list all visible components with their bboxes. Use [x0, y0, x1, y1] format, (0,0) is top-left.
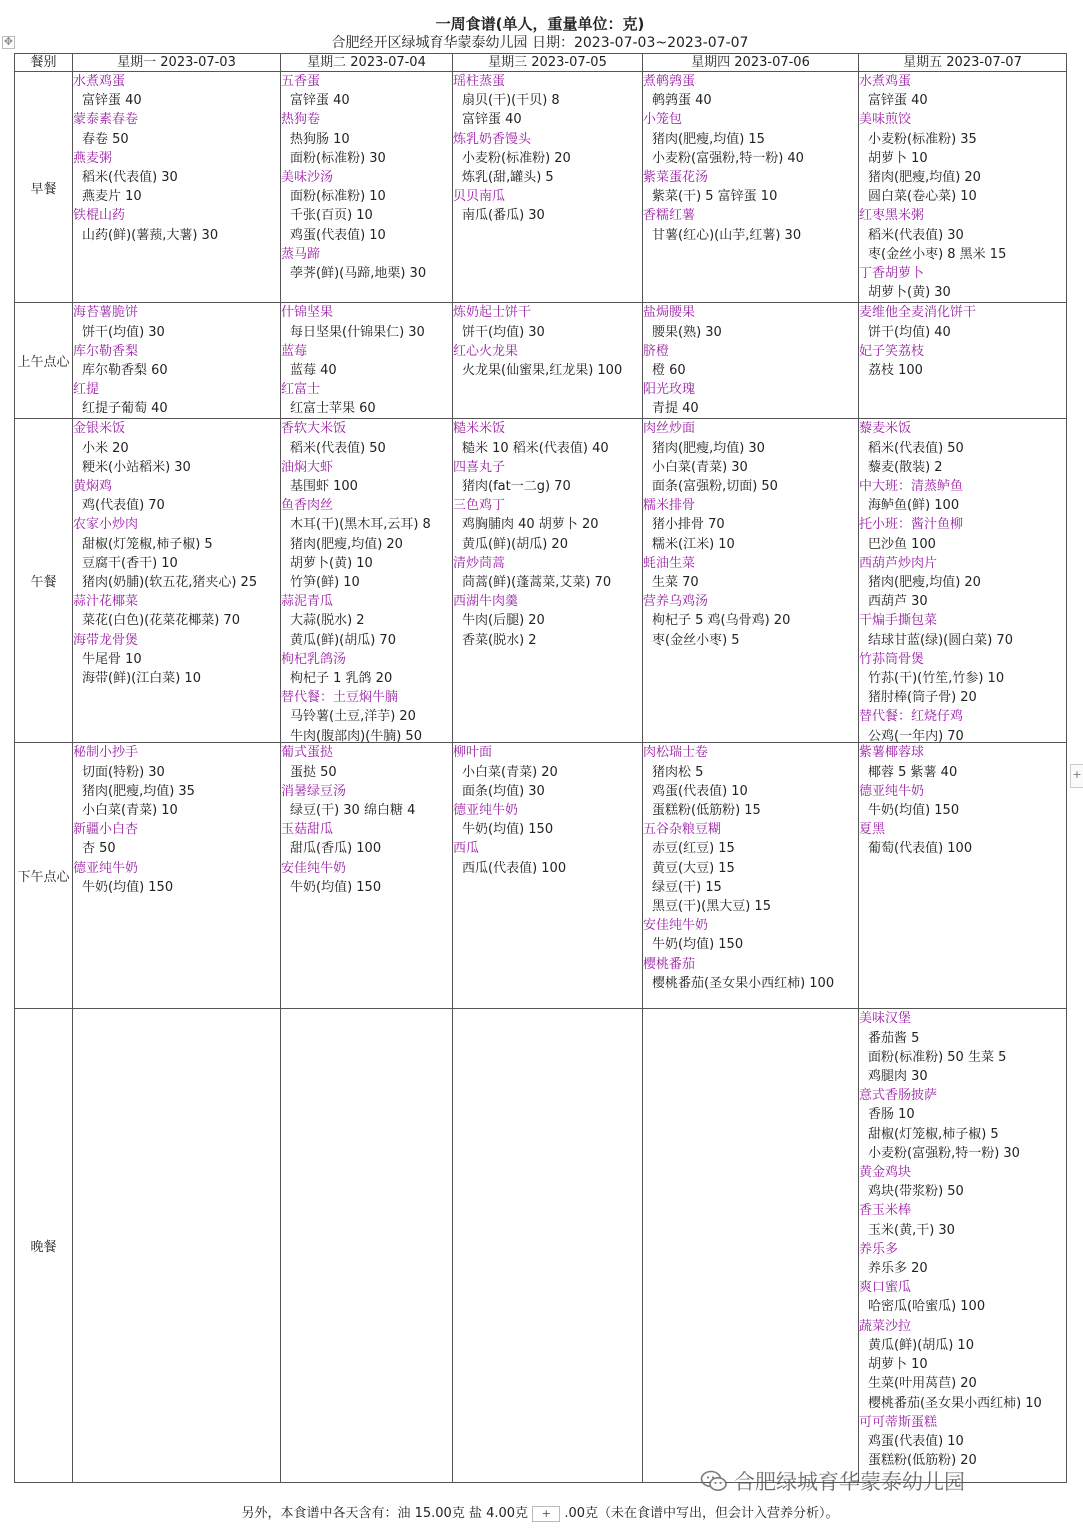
- dish-name: 中大班：清蒸鲈鱼: [859, 479, 964, 495]
- ingredient-line: 黑豆(干)(黑大豆) 15: [652, 899, 771, 915]
- dish-name: 德亚纯牛奶: [453, 803, 519, 819]
- ingredient-line: 豆腐干(香干) 10: [82, 555, 178, 571]
- dish-name: 脐橙: [643, 343, 670, 359]
- ingredient-line: 富锌蛋 40: [82, 93, 142, 109]
- ingredient-line: 竹笋(鲜) 10: [290, 575, 360, 591]
- ingredient-line: 蛋挞 50: [290, 764, 337, 780]
- ingredient-line: 扇贝(干)(干贝) 8: [462, 93, 560, 109]
- ingredient-line: 小米 20: [82, 440, 129, 456]
- ingredient-line: 牛奶(均值) 150: [868, 803, 960, 819]
- dish-name: 糙米米饭: [453, 421, 506, 437]
- ingredient-line: 糯米(江米) 10: [652, 536, 735, 552]
- ingredient-line: 黄瓜(鲜)(胡瓜) 10: [868, 1337, 974, 1353]
- dish-name: 托小班：酱汁鱼柳: [859, 517, 964, 533]
- dish-name: 香糯红薯: [643, 208, 696, 224]
- ingredient-line: 甜椒(灯笼椒,柿子椒) 5: [82, 536, 213, 552]
- ingredient-line: 稻米(代表值) 30: [868, 227, 964, 243]
- ingredient-line: 猪肉(肥瘦,均值) 20: [868, 575, 981, 591]
- ingredient-line: 木耳(干)(黑木耳,云耳) 8: [290, 517, 431, 533]
- dish-name: 西瓜: [453, 841, 480, 857]
- ingredient-line: 猪肉(奶脯)(软五花,猪夹心) 25: [82, 575, 258, 591]
- ingredient-line: 紫菜(干) 5 富锌蛋 10: [652, 189, 778, 205]
- meal-label: 上午点心: [15, 303, 73, 419]
- ingredient-line: 猪肉(肥瘦,均值) 20: [290, 536, 403, 552]
- menu-cell: [281, 1009, 453, 1483]
- menu-cell: [453, 303, 643, 419]
- dish-name: 黄金鸡块: [859, 1165, 912, 1181]
- ingredient-line: 猪肘棒(筒子骨) 20: [868, 690, 977, 706]
- dish-name: 可可蒂斯蛋糕: [859, 1414, 938, 1430]
- table-row: [15, 72, 1067, 303]
- menu-cell: [281, 303, 453, 419]
- ingredient-line: 黄瓜(鲜)(胡瓜) 70: [290, 632, 396, 648]
- dish-name: 秘制小抄手: [73, 745, 139, 761]
- ingredient-line: 饼干(均值) 30: [82, 324, 165, 340]
- dish-name: 紫菜蛋花汤: [643, 170, 709, 186]
- dish-name: 蒸马蹄: [281, 246, 321, 262]
- ingredient-line: 哈密瓜(哈蜜瓜) 100: [868, 1299, 986, 1315]
- menu-cell: [643, 743, 859, 1009]
- ingredient-line: 每日坚果(什锦果仁) 30: [290, 324, 425, 340]
- dish-name: 替代餐：土豆焖牛腩: [281, 690, 399, 706]
- ingredient-line: 基围虾 100: [290, 479, 358, 495]
- dish-name: 丁香胡萝卜: [859, 266, 925, 282]
- ingredient-line: 黄豆(大豆) 15: [652, 860, 735, 876]
- dish-name: 柳叶面: [453, 745, 493, 761]
- ingredient-line: 稻米(代表值) 50: [868, 440, 964, 456]
- ingredient-line: 饼干(均值) 40: [868, 324, 951, 340]
- dish-name: 麦维他全麦消化饼干: [859, 305, 977, 321]
- ingredient-line: 枣(金丝小枣) 8 黑米 15: [868, 246, 1007, 262]
- dish-name: 藜麦米饭: [859, 421, 912, 437]
- dish-name: 蒙泰素春卷: [73, 112, 139, 128]
- dish-name: 贝贝南瓜: [453, 189, 506, 205]
- dish-name: 糯米排骨: [643, 498, 696, 514]
- ingredient-line: 猪肉(肥瘦,均值) 20: [868, 170, 981, 186]
- ingredient-line: 南瓜(番瓜) 30: [462, 208, 545, 224]
- ingredient-line: 菜花(白色)(花菜花椰菜) 70: [82, 613, 240, 629]
- ingredient-line: 千张(百页) 10: [290, 208, 373, 224]
- dish-name: 干煸手撕包菜: [859, 613, 938, 629]
- ingredient-line: 富锌蛋 40: [462, 112, 522, 128]
- ingredient-line: 甘薯(红心)(山芋,红薯) 30: [652, 227, 802, 243]
- ingredient-line: 樱桃番茄(圣女果小西红柿) 10: [868, 1395, 1042, 1411]
- dish-name: 香软大米饭: [281, 421, 347, 437]
- ingredient-line: 面条(均值) 30: [462, 783, 545, 799]
- dish-name: 油焖大虾: [281, 459, 334, 475]
- ingredient-line: 海带(鲜)(江白菜) 10: [82, 671, 201, 687]
- ingredient-line: 小白菜(青菜) 30: [652, 459, 748, 475]
- page-subtitle: 合肥经开区绿城育华蒙泰幼儿园 日期：2023-07-03~2023-07-07: [331, 35, 749, 51]
- dish-name: 燕麦粥: [73, 150, 113, 166]
- ingredient-line: 小白菜(青菜) 10: [82, 803, 178, 819]
- dish-name: 香玉米棒: [859, 1203, 912, 1219]
- ingredient-line: 鸡胸脯肉 40 胡萝卜 20: [462, 517, 599, 533]
- ingredient-line: 公鸡(一年内) 70: [868, 728, 964, 744]
- ingredient-line: 绿豆(干) 15: [652, 879, 722, 895]
- dish-name: 蔬菜沙拉: [859, 1318, 912, 1334]
- dish-name: 肉丝炒面: [643, 421, 696, 437]
- menu-cell: [859, 1009, 1067, 1483]
- dish-name: 水煮鸡蛋: [859, 74, 912, 89]
- dish-name: 清炒茼蒿: [453, 555, 506, 571]
- ingredient-line: 牛奶(均值) 150: [652, 937, 744, 953]
- dish-name: 西湖牛肉羹: [453, 594, 519, 610]
- ingredient-line: 燕麦片 10: [82, 189, 142, 205]
- dish-name: 德亚纯牛奶: [859, 783, 925, 799]
- meal-label: 早餐: [15, 72, 73, 303]
- ingredient-line: 西葫芦 30: [868, 594, 928, 610]
- footer-note: [0, 1505, 1080, 1523]
- ingredient-line: 玉米(黄,干) 30: [868, 1222, 955, 1238]
- ingredient-line: 胡萝卜 10: [868, 150, 928, 166]
- ingredient-line: 小麦粉(富强粉,特一粉) 30: [868, 1145, 1020, 1161]
- menu-cell: [73, 1009, 281, 1483]
- ingredient-line: 胡萝卜(黄) 30: [868, 285, 951, 301]
- ingredient-line: 鹌鹑蛋 40: [652, 93, 712, 109]
- dish-name: 蒜泥青瓜: [281, 594, 334, 610]
- ingredient-line: 稻米(代表值) 50: [290, 440, 386, 456]
- table-row: [15, 303, 1067, 419]
- menu-cell: [281, 72, 453, 303]
- dish-name: 黄焖鸡: [73, 479, 113, 495]
- dish-name: 养乐多: [859, 1241, 899, 1257]
- menu-cell: [859, 303, 1067, 419]
- side-expand-handle[interactable]: +: [1070, 764, 1083, 788]
- ingredient-line: 鸡(代表值) 70: [82, 498, 165, 514]
- dish-name: 蒜汁花椰菜: [73, 594, 139, 610]
- dish-name: 瑶柱蒸蛋: [453, 74, 506, 89]
- ingredient-line: 炼乳(甜,罐头) 5: [462, 170, 554, 186]
- ingredient-line: 鸡块(带浆粉) 50: [868, 1184, 964, 1200]
- dish-name: 爽口蜜瓜: [859, 1280, 912, 1296]
- dish-name: 海带龙骨煲: [73, 632, 139, 648]
- ingredient-line: 枸杞子 5 鸡(乌骨鸡) 20: [652, 613, 791, 629]
- dish-name: 枸杞乳鸽汤: [281, 651, 347, 667]
- ingredient-line: 鸡蛋(代表值) 10: [652, 783, 748, 799]
- ingredient-line: 橙 60: [652, 363, 686, 379]
- ingredient-line: 枣(金丝小枣) 5: [652, 632, 740, 648]
- dish-name: 农家小炒肉: [73, 517, 139, 533]
- dish-name: 夏黑: [859, 822, 886, 838]
- ingredient-line: 荔枝 100: [868, 363, 923, 379]
- ingredient-line: 巴沙鱼 100: [868, 536, 936, 552]
- menu-cell: [859, 419, 1067, 743]
- ingredient-line: 饼干(均值) 30: [462, 324, 545, 340]
- dish-name: 西葫芦炒肉片: [859, 555, 938, 571]
- ingredient-line: 火龙果(仙蜜果,红龙果) 100: [462, 363, 623, 379]
- ingredient-line: 香肠 10: [868, 1107, 915, 1123]
- ingredient-line: 樱桃番茄(圣女果小西红柿) 100: [652, 975, 835, 991]
- dish-name: 竹荪筒骨煲: [859, 651, 925, 667]
- menu-cell: [453, 1009, 643, 1483]
- dish-name: 替代餐：红烧仔鸡: [859, 709, 964, 725]
- dish-name: 营养乌鸡汤: [643, 594, 709, 610]
- ingredient-line: 香菜(脱水) 2: [462, 632, 537, 648]
- insert-button[interactable]: +: [532, 1506, 560, 1522]
- dish-name: 安佳纯牛奶: [643, 918, 709, 934]
- ingredient-line: 葡萄(代表值) 100: [868, 841, 973, 857]
- menu-cell: [73, 303, 281, 419]
- ingredient-line: 椰蓉 5 紫薯 40: [868, 764, 958, 780]
- ingredient-line: 牛奶(均值) 150: [462, 822, 554, 838]
- ingredient-line: 牛肉(腹部肉)(牛腩) 50: [290, 728, 422, 744]
- dish-name: 鱼香肉丝: [281, 498, 334, 514]
- ingredient-line: 牛肉(后腿) 20: [462, 613, 545, 629]
- ingredient-line: 面粉(标准粉) 50 生菜 5: [868, 1049, 1007, 1065]
- menu-cell: [73, 419, 281, 743]
- ingredient-line: 小麦粉(富强粉,特一粉) 40: [652, 150, 804, 166]
- ingredient-line: 腰果(熟) 30: [652, 324, 722, 340]
- ingredient-line: 热狗肠 10: [290, 131, 350, 147]
- ingredient-line: 马铃薯(土豆,洋芋) 20: [290, 709, 416, 725]
- menu-cell: [453, 743, 643, 1009]
- dish-name: 紫薯椰蓉球: [859, 745, 925, 761]
- ingredient-line: 猪肉(肥瘦,均值) 30: [652, 440, 765, 456]
- ingredient-line: 春卷 50: [82, 131, 129, 147]
- dish-name: 蓝莓: [281, 343, 308, 359]
- dish-name: 葡式蛋挞: [281, 745, 334, 761]
- header-day-4: 星期四 2023-07-06: [643, 54, 859, 72]
- ingredient-line: 红富士苹果 60: [290, 401, 376, 417]
- dish-name: 三色鸡丁: [453, 498, 506, 514]
- dish-name: 美味沙汤: [281, 170, 334, 186]
- dish-name: 新疆小白杏: [73, 822, 139, 838]
- ingredient-line: 富锌蛋 40: [290, 93, 350, 109]
- ingredient-line: 面粉(标准粉) 30: [290, 150, 386, 166]
- dish-name: 小笼包: [643, 112, 683, 128]
- footer-text-end: .00克（未在食谱中写出，但会计入营养分析）。: [564, 1506, 839, 1521]
- dish-name: 四喜丸子: [453, 459, 506, 475]
- ingredient-line: 杏 50: [82, 841, 116, 857]
- table-row: [15, 419, 1067, 743]
- table-row: [15, 743, 1067, 1009]
- ingredient-line: 大蒜(脱水) 2: [290, 613, 365, 629]
- ingredient-line: 山药(鲜)(薯蓣,大薯) 30: [82, 227, 219, 243]
- dish-name: 德亚纯牛奶: [73, 860, 139, 876]
- page-title: 一周食谱(单人，重量单位：克): [435, 15, 645, 33]
- meal-label: 午餐: [15, 419, 73, 743]
- dish-name: 红富士: [281, 382, 321, 398]
- footer-text: 另外，本食谱中各天含有：油 15.00克 盐 4.00克: [241, 1506, 529, 1521]
- dish-name: 热狗卷: [281, 112, 321, 128]
- dish-name: 消暑绿豆汤: [281, 783, 347, 799]
- dish-name: 五谷杂粮豆糊: [643, 822, 722, 838]
- table-header-row: [15, 54, 1067, 72]
- ingredient-line: 糙米 10 稻米(代表值) 40: [462, 440, 609, 456]
- ingredient-line: 库尔勒香梨 60: [82, 363, 168, 379]
- menu-cell: [281, 419, 453, 743]
- dish-name: 炼乳奶香馒头: [453, 131, 532, 147]
- watermark-text: 合肥绿城育华蒙泰幼儿园: [734, 1470, 965, 1494]
- ingredient-line: 牛尾骨 10: [82, 651, 142, 667]
- dish-name: 五香蛋: [281, 74, 321, 89]
- menu-cell: [859, 72, 1067, 303]
- menu-cell: [453, 72, 643, 303]
- ingredient-line: 西瓜(代表值) 100: [462, 860, 567, 876]
- ingredient-line: 赤豆(红豆) 15: [652, 841, 735, 857]
- dish-name: 妃子笑荔枝: [859, 343, 925, 359]
- menu-cell: [281, 743, 453, 1009]
- ingredient-line: 茼蒿(鲜)(蓬蒿菜,艾菜) 70: [462, 575, 612, 591]
- ingredient-line: 稻米(代表值) 30: [82, 170, 178, 186]
- ingredient-line: 切面(特粉) 30: [82, 764, 165, 780]
- dish-name: 红心火龙果: [453, 343, 519, 359]
- ingredient-line: 鸡蛋(代表值) 10: [290, 227, 386, 243]
- dish-name: 安佳纯牛奶: [281, 860, 347, 876]
- ingredient-line: 蛋糕粉(低筋粉) 15: [652, 803, 761, 819]
- menu-cell: [643, 1009, 859, 1483]
- menu-cell: [643, 72, 859, 303]
- dish-name: 蚝油生菜: [643, 555, 696, 571]
- dish-name: 意式香肠披萨: [859, 1088, 938, 1104]
- ingredient-line: 养乐多 20: [868, 1261, 928, 1277]
- header-day-1: 星期一 2023-07-03: [73, 54, 281, 72]
- ingredient-line: 青提 40: [652, 401, 699, 417]
- watermark: [700, 1466, 965, 1496]
- dish-name: 水煮鸡蛋: [73, 74, 126, 89]
- header-day-3: 星期三 2023-07-05: [453, 54, 643, 72]
- dish-name: 什锦坚果: [281, 305, 334, 321]
- ingredient-line: 鸡蛋(代表值) 10: [868, 1433, 964, 1449]
- ingredient-line: 小麦粉(标准粉) 20: [462, 150, 571, 166]
- dish-name: 美味煎饺: [859, 112, 912, 128]
- ingredient-line: 藜麦(散装) 2: [868, 459, 943, 475]
- dish-name: 库尔勒香梨: [73, 343, 139, 359]
- ingredient-line: 面粉(标准粉) 10: [290, 189, 386, 205]
- header-day-2: 星期二 2023-07-04: [281, 54, 453, 72]
- dish-name: 红提: [73, 382, 100, 398]
- ingredient-line: 猪肉(肥瘦,均值) 35: [82, 783, 195, 799]
- menu-table: [14, 53, 1067, 1483]
- ingredient-line: 猪肉松 5: [652, 764, 704, 780]
- ingredient-line: 猪肉(fat一二g) 70: [462, 479, 571, 495]
- ingredient-line: 富锌蛋 40: [868, 93, 928, 109]
- dish-name: 樱桃番茄: [643, 956, 696, 972]
- ingredient-line: 荸荠(鲜)(马蹄,地栗) 30: [290, 266, 427, 282]
- ingredient-line: 番茄酱 5: [868, 1030, 920, 1046]
- dish-name: 海苔薯脆饼: [73, 305, 139, 321]
- dish-name: 金银米饭: [73, 421, 126, 437]
- ingredient-line: 海鲈鱼(鲜) 100: [868, 498, 960, 514]
- ingredient-line: 鸡腿肉 30: [868, 1069, 928, 1085]
- ingredient-line: 蛋糕粉(低筋粉) 20: [868, 1453, 977, 1469]
- menu-cell: [643, 419, 859, 743]
- dish-name: 玉菇甜瓜: [281, 822, 334, 838]
- ingredient-line: 生菜(叶用莴苣) 20: [868, 1376, 977, 1392]
- ingredient-line: 牛奶(均值) 150: [82, 879, 174, 895]
- ingredient-line: 枸杞子 1 乳鸽 20: [290, 671, 393, 687]
- ingredient-line: 圆白菜(卷心菜) 10: [868, 189, 977, 205]
- ingredient-line: 甜椒(灯笼椒,柿子椒) 5: [868, 1126, 999, 1142]
- wechat-icon: [700, 1470, 728, 1492]
- dish-name: 煮鹌鹑蛋: [643, 74, 696, 89]
- ingredient-line: 面条(富强粉,切面) 50: [652, 479, 778, 495]
- dish-name: 炼奶起士饼干: [453, 305, 532, 321]
- table-row: [15, 1009, 1067, 1483]
- meal-label: 下午点心: [15, 743, 73, 1009]
- table-move-handle-icon[interactable]: ✥: [3, 35, 14, 48]
- menu-cell: [453, 419, 643, 743]
- ingredient-line: 绿豆(干) 30 绵白糖 4: [290, 803, 416, 819]
- header-day-5: 星期五 2023-07-07: [859, 54, 1067, 72]
- ingredient-line: 结球甘蓝(绿)(圆白菜) 70: [868, 632, 1013, 648]
- menu-cell: [73, 72, 281, 303]
- ingredient-line: 甜瓜(香瓜) 100: [290, 841, 382, 857]
- ingredient-line: 红提子葡萄 40: [82, 401, 168, 417]
- meal-label: 晚餐: [15, 1009, 73, 1483]
- ingredient-line: 胡萝卜(黄) 10: [290, 555, 373, 571]
- ingredient-line: 黄瓜(鲜)(胡瓜) 20: [462, 536, 568, 552]
- menu-cell: [643, 303, 859, 419]
- ingredient-line: 蓝莓 40: [290, 363, 337, 379]
- dish-name: 盐焗腰果: [643, 305, 696, 321]
- ingredient-line: 胡萝卜 10: [868, 1357, 928, 1373]
- ingredient-line: 小麦粉(标准粉) 35: [868, 131, 977, 147]
- menu-cell: [73, 743, 281, 1009]
- ingredient-line: 猪小排骨 70: [652, 517, 725, 533]
- dish-name: 阳光玫瑰: [643, 382, 696, 398]
- dish-name: 铁棍山药: [73, 208, 126, 224]
- ingredient-line: 牛奶(均值) 150: [290, 879, 382, 895]
- dish-name: 红枣黑米粥: [859, 208, 925, 224]
- ingredient-line: 猪肉(肥瘦,均值) 15: [652, 131, 765, 147]
- ingredient-line: 生菜 70: [652, 575, 699, 591]
- header-meal: 餐别: [15, 54, 73, 72]
- menu-cell: [859, 743, 1067, 1009]
- dish-name: 肉松瑞士卷: [643, 745, 709, 761]
- dish-name: 美味汉堡: [859, 1011, 912, 1027]
- ingredient-line: 粳米(小站稻米) 30: [82, 459, 191, 475]
- ingredient-line: 小白菜(青菜) 20: [462, 764, 558, 780]
- ingredient-line: 竹荪(干)(竹笙,竹参) 10: [868, 671, 1005, 687]
